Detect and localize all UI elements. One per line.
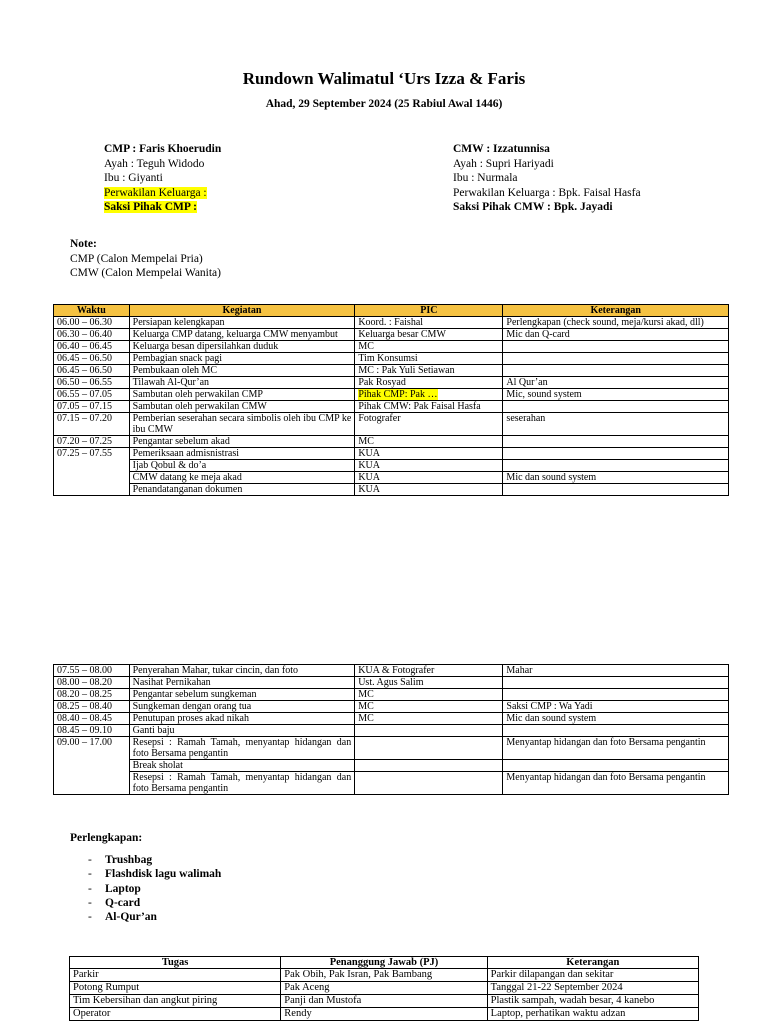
schedule-time: 06.45 – 06.50 (54, 365, 130, 377)
page-title: Rundown Walimatul ‘Urs Izza & Faris (242, 69, 526, 88)
schedule-row (54, 329, 729, 341)
schedule-pic (355, 389, 503, 401)
schedule-time: 08.00 – 08.20 (54, 677, 130, 689)
cmw-heading: CMW : Izzatunnisa (453, 143, 550, 155)
schedule-row (54, 713, 729, 725)
perlengkapan-item-label: Al-Qur’an (105, 911, 157, 924)
schedule-activity: Sungkeman dengan orang tua (129, 701, 355, 713)
schedule-row (54, 701, 729, 713)
schedule-row (54, 460, 729, 472)
schedule-activity: Pembagian snack pagi (129, 353, 355, 365)
tugas-row (70, 1008, 699, 1021)
schedule-row (54, 377, 729, 389)
schedule-note: Saksi CMP : Wa Yadi (503, 701, 729, 713)
bullet-dash: - (88, 896, 92, 909)
schedule-activity: CMW datang ke meja akad (129, 472, 355, 484)
schedule-activity: Sambutan oleh perwakilan CMP (129, 389, 355, 401)
schedule-note (503, 448, 729, 460)
cmw-block (453, 142, 641, 215)
schedule-note (503, 365, 729, 377)
schedule-note (503, 677, 729, 689)
schedule-activity: Penutupan proses akad nikah (129, 713, 355, 725)
schedule-pic: Ust. Agus Salim (355, 677, 503, 689)
schedule-row (54, 725, 729, 737)
schedule-activity: Ganti baju (129, 725, 355, 737)
schedule-time: 07.15 – 07.20 (54, 413, 130, 436)
schedule-pic: MC (355, 689, 503, 701)
schedule-time: 06.30 – 06.40 (54, 329, 130, 341)
schedule-activity: Sambutan oleh perwakilan CMW (129, 401, 355, 413)
schedule-activity: Pemberian seserahan secara simbolis oleh ibu CMP ke ibu CMW (129, 413, 355, 436)
perlengkapan-item (88, 910, 221, 924)
tugas-row (70, 969, 699, 982)
schedule-time: 06.00 – 06.30 (54, 317, 130, 329)
tugas-table (69, 956, 699, 1021)
schedule-note (503, 353, 729, 365)
schedule-pic: Pihak CMW: Pak Faisal Hasfa (355, 401, 503, 413)
header-tugas-keterangan: Keterangan (487, 957, 698, 969)
schedule-header-row (54, 305, 729, 317)
tugas-pj: Pak Aceng (281, 982, 487, 995)
perlengkapan-item (88, 853, 221, 867)
note-line-cmp: CMP (Calon Mempelai Pria) (70, 252, 203, 265)
perlengkapan-item-label: Trushbag (105, 854, 153, 866)
schedule-pic: Fotografer (355, 413, 503, 436)
schedule-activity: Pemeriksaan admisnistrasi (129, 448, 355, 460)
cmp-block (104, 142, 221, 215)
schedule-pic: KUA (355, 448, 503, 460)
schedule-pic: KUA (355, 484, 503, 496)
schedule-time: 06.55 – 07.05 (54, 389, 130, 401)
note-line-cmw: CMW (Calon Mempelai Wanita) (70, 267, 221, 279)
cmp-saksi: Saksi Pihak CMP : (104, 201, 197, 213)
schedule-time: 07.20 – 07.25 (54, 436, 130, 448)
schedule-row (54, 448, 729, 460)
schedule-table-2 (53, 664, 729, 795)
tugas-note: Laptop, perhatikan waktu adzan (487, 1008, 698, 1021)
schedule-time: 07.25 – 07.55 (54, 448, 130, 496)
schedule-pic: KUA (355, 472, 503, 484)
schedule-pic: Pak Rosyad (355, 377, 503, 389)
schedule-note: Mic, sound system (503, 389, 729, 401)
tugas-row (70, 982, 699, 995)
schedule-pic: MC (355, 701, 503, 713)
tugas-note: Plastik sampah, wadah besar, 4 kanebo (487, 995, 698, 1008)
schedule-note: seserahan (503, 413, 729, 436)
schedule-activity: Resepsi : Ramah Tamah, menyantap hidangan dan foto Bersama pengantin (129, 737, 355, 760)
schedule-row (54, 413, 729, 436)
bullet-dash: - (88, 854, 92, 866)
schedule-row (54, 677, 729, 689)
tugas-name: Operator (70, 1008, 281, 1021)
schedule-row (54, 341, 729, 353)
tugas-pj: Pak Obih, Pak Isran, Pak Bambang (281, 969, 487, 982)
schedule-time: 08.40 – 08.45 (54, 713, 130, 725)
schedule-activity: Persiapan kelengkapan (129, 317, 355, 329)
header-waktu: Waktu (54, 305, 130, 317)
tugas-pj: Panji dan Mustofa (281, 995, 487, 1008)
schedule-table-1 (53, 304, 729, 496)
schedule-time: 07.55 – 08.00 (54, 665, 130, 677)
schedule-note (503, 341, 729, 353)
schedule-pic: KUA & Fotografer (355, 665, 503, 677)
cmw-perwakilan: Perwakilan Keluarga : Bpk. Faisal Hasfa (453, 186, 641, 199)
schedule-row (54, 353, 729, 365)
perlengkapan-list (88, 853, 221, 924)
perlengkapan-item-label: Flashdisk lagu walimah (105, 868, 222, 881)
schedule-activity: Keluarga besan dipersilahkan duduk (129, 341, 355, 353)
perlengkapan-item (88, 867, 221, 881)
schedule-row (54, 401, 729, 413)
schedule-activity: Ijab Qobul & do’a (129, 460, 355, 472)
tugas-note: Tanggal 21-22 September 2024 (487, 982, 698, 995)
schedule-row (54, 389, 729, 401)
cmw-ibu: Ibu : Nurmala (453, 172, 518, 184)
cmp-heading: CMP : Faris Khoerudin (104, 143, 222, 155)
header-tugas: Tugas (70, 957, 281, 969)
schedule-activity: Pembukaan oleh MC (129, 365, 355, 377)
schedule-time: 09.00 – 17.00 (54, 737, 130, 795)
tugas-row (70, 995, 699, 1008)
schedule-note (503, 484, 729, 496)
perlengkapan-item (88, 882, 221, 896)
schedule-row (54, 689, 729, 701)
tugas-pj: Rendy (281, 1008, 487, 1021)
schedule-row (54, 436, 729, 448)
cmw-ayah: Ayah : Supri Hariyadi (453, 157, 554, 170)
cmp-perwakilan: Perwakilan Keluarga : (104, 186, 207, 199)
schedule-row (54, 737, 729, 760)
schedule-note: Perlengkapan (check sound, meja/kursi akad, dll) (503, 317, 729, 329)
schedule-note: Mic dan Q-card (503, 329, 729, 341)
schedule-note: Mahar (503, 665, 729, 677)
schedule-activity: Nasihat Pernikahan (129, 677, 355, 689)
schedule-pic: MC (355, 436, 503, 448)
cmp-ayah: Ayah : Teguh Widodo (104, 157, 205, 170)
schedule-note (503, 689, 729, 701)
schedule-row (54, 365, 729, 377)
schedule-row (54, 317, 729, 329)
schedule-time: 06.45 – 06.50 (54, 353, 130, 365)
schedule-note (503, 401, 729, 413)
schedule-row (54, 665, 729, 677)
schedule-time: 06.50 – 06.55 (54, 377, 130, 389)
note-block (70, 237, 221, 281)
schedule-note: Al Qur’an (503, 377, 729, 389)
schedule-pic: Koord. : Faishal (355, 317, 503, 329)
schedule-pic: KUA (355, 460, 503, 472)
schedule-pic (355, 760, 503, 772)
schedule-pic (355, 725, 503, 737)
bullet-dash: - (88, 882, 92, 895)
schedule-activity: Resepsi : Ramah Tamah, menyantap hidangan dan foto Bersama pengantin (129, 772, 355, 795)
schedule-pic-highlight: Pihak CMP: Pak … (358, 389, 438, 400)
cmp-ibu: Ibu : Giyanti (104, 172, 163, 184)
perlengkapan-item-label: Laptop (105, 882, 141, 895)
schedule-activity: Pengantar sebelum sungkeman (129, 689, 355, 701)
schedule-time: 08.25 – 08.40 (54, 701, 130, 713)
schedule-time: 06.40 – 06.45 (54, 341, 130, 353)
tugas-name: Potong Rumput (70, 982, 281, 995)
schedule-pic: MC (355, 713, 503, 725)
schedule-note (503, 436, 729, 448)
perlengkapan-title: Perlengkapan: (70, 832, 143, 844)
schedule-note (503, 725, 729, 737)
schedule-row (54, 484, 729, 496)
header-pj: Penanggung Jawab (PJ) (281, 957, 487, 969)
schedule-pic (355, 737, 503, 760)
schedule-pic: MC : Pak Yuli Setiawan (355, 365, 503, 377)
schedule-note: Menyantap hidangan dan foto Bersama pengantin (503, 737, 729, 760)
tugas-name: Tim Kebersihan dan angkut piring (70, 995, 281, 1008)
perlengkapan-item (88, 896, 221, 910)
schedule-note (503, 460, 729, 472)
schedule-pic: Tim Konsumsi (355, 353, 503, 365)
tugas-name: Parkir (70, 969, 281, 982)
header-keterangan: Keterangan (503, 305, 729, 317)
schedule-row (54, 760, 729, 772)
schedule-activity: Penandatanganan dokumen (129, 484, 355, 496)
cmw-saksi: Saksi Pihak CMW : Bpk. Jayadi (453, 201, 613, 213)
schedule-activity: Pengantar sebelum akad (129, 436, 355, 448)
schedule-note (503, 760, 729, 772)
schedule-activity: Tilawah Al-Qur’an (129, 377, 355, 389)
perlengkapan-item-label: Q-card (105, 896, 141, 909)
schedule-time: 07.05 – 07.15 (54, 401, 130, 413)
bullet-dash: - (88, 868, 92, 881)
schedule-row (54, 472, 729, 484)
header-pic: PIC (355, 305, 503, 317)
schedule-pic: MC (355, 341, 503, 353)
header-kegiatan: Kegiatan (129, 305, 355, 317)
schedule-note: Menyantap hidangan dan foto Bersama pengantin (503, 772, 729, 795)
page-subtitle: Ahad, 29 September 2024 (25 Rabiul Awal 1446) (265, 98, 503, 110)
schedule-activity: Keluarga CMP datang, keluarga CMW menyambut (129, 329, 355, 341)
schedule-pic: Keluarga besar CMW (355, 329, 503, 341)
schedule-pic (355, 772, 503, 795)
schedule-activity: Break sholat (129, 760, 355, 772)
schedule-time: 08.20 – 08.25 (54, 689, 130, 701)
schedule-row (54, 772, 729, 795)
bullet-dash: - (88, 911, 92, 924)
schedule-activity: Penyerahan Mahar, tukar cincin, dan foto (129, 665, 355, 677)
schedule-note: Mic dan sound system (503, 472, 729, 484)
note-label: Note: (70, 238, 97, 250)
tugas-header-row (70, 957, 699, 969)
schedule-note: Mic dan sound system (503, 713, 729, 725)
schedule-time: 08.45 – 09.10 (54, 725, 130, 737)
tugas-note: Parkir dilapangan dan sekitar (487, 969, 698, 982)
